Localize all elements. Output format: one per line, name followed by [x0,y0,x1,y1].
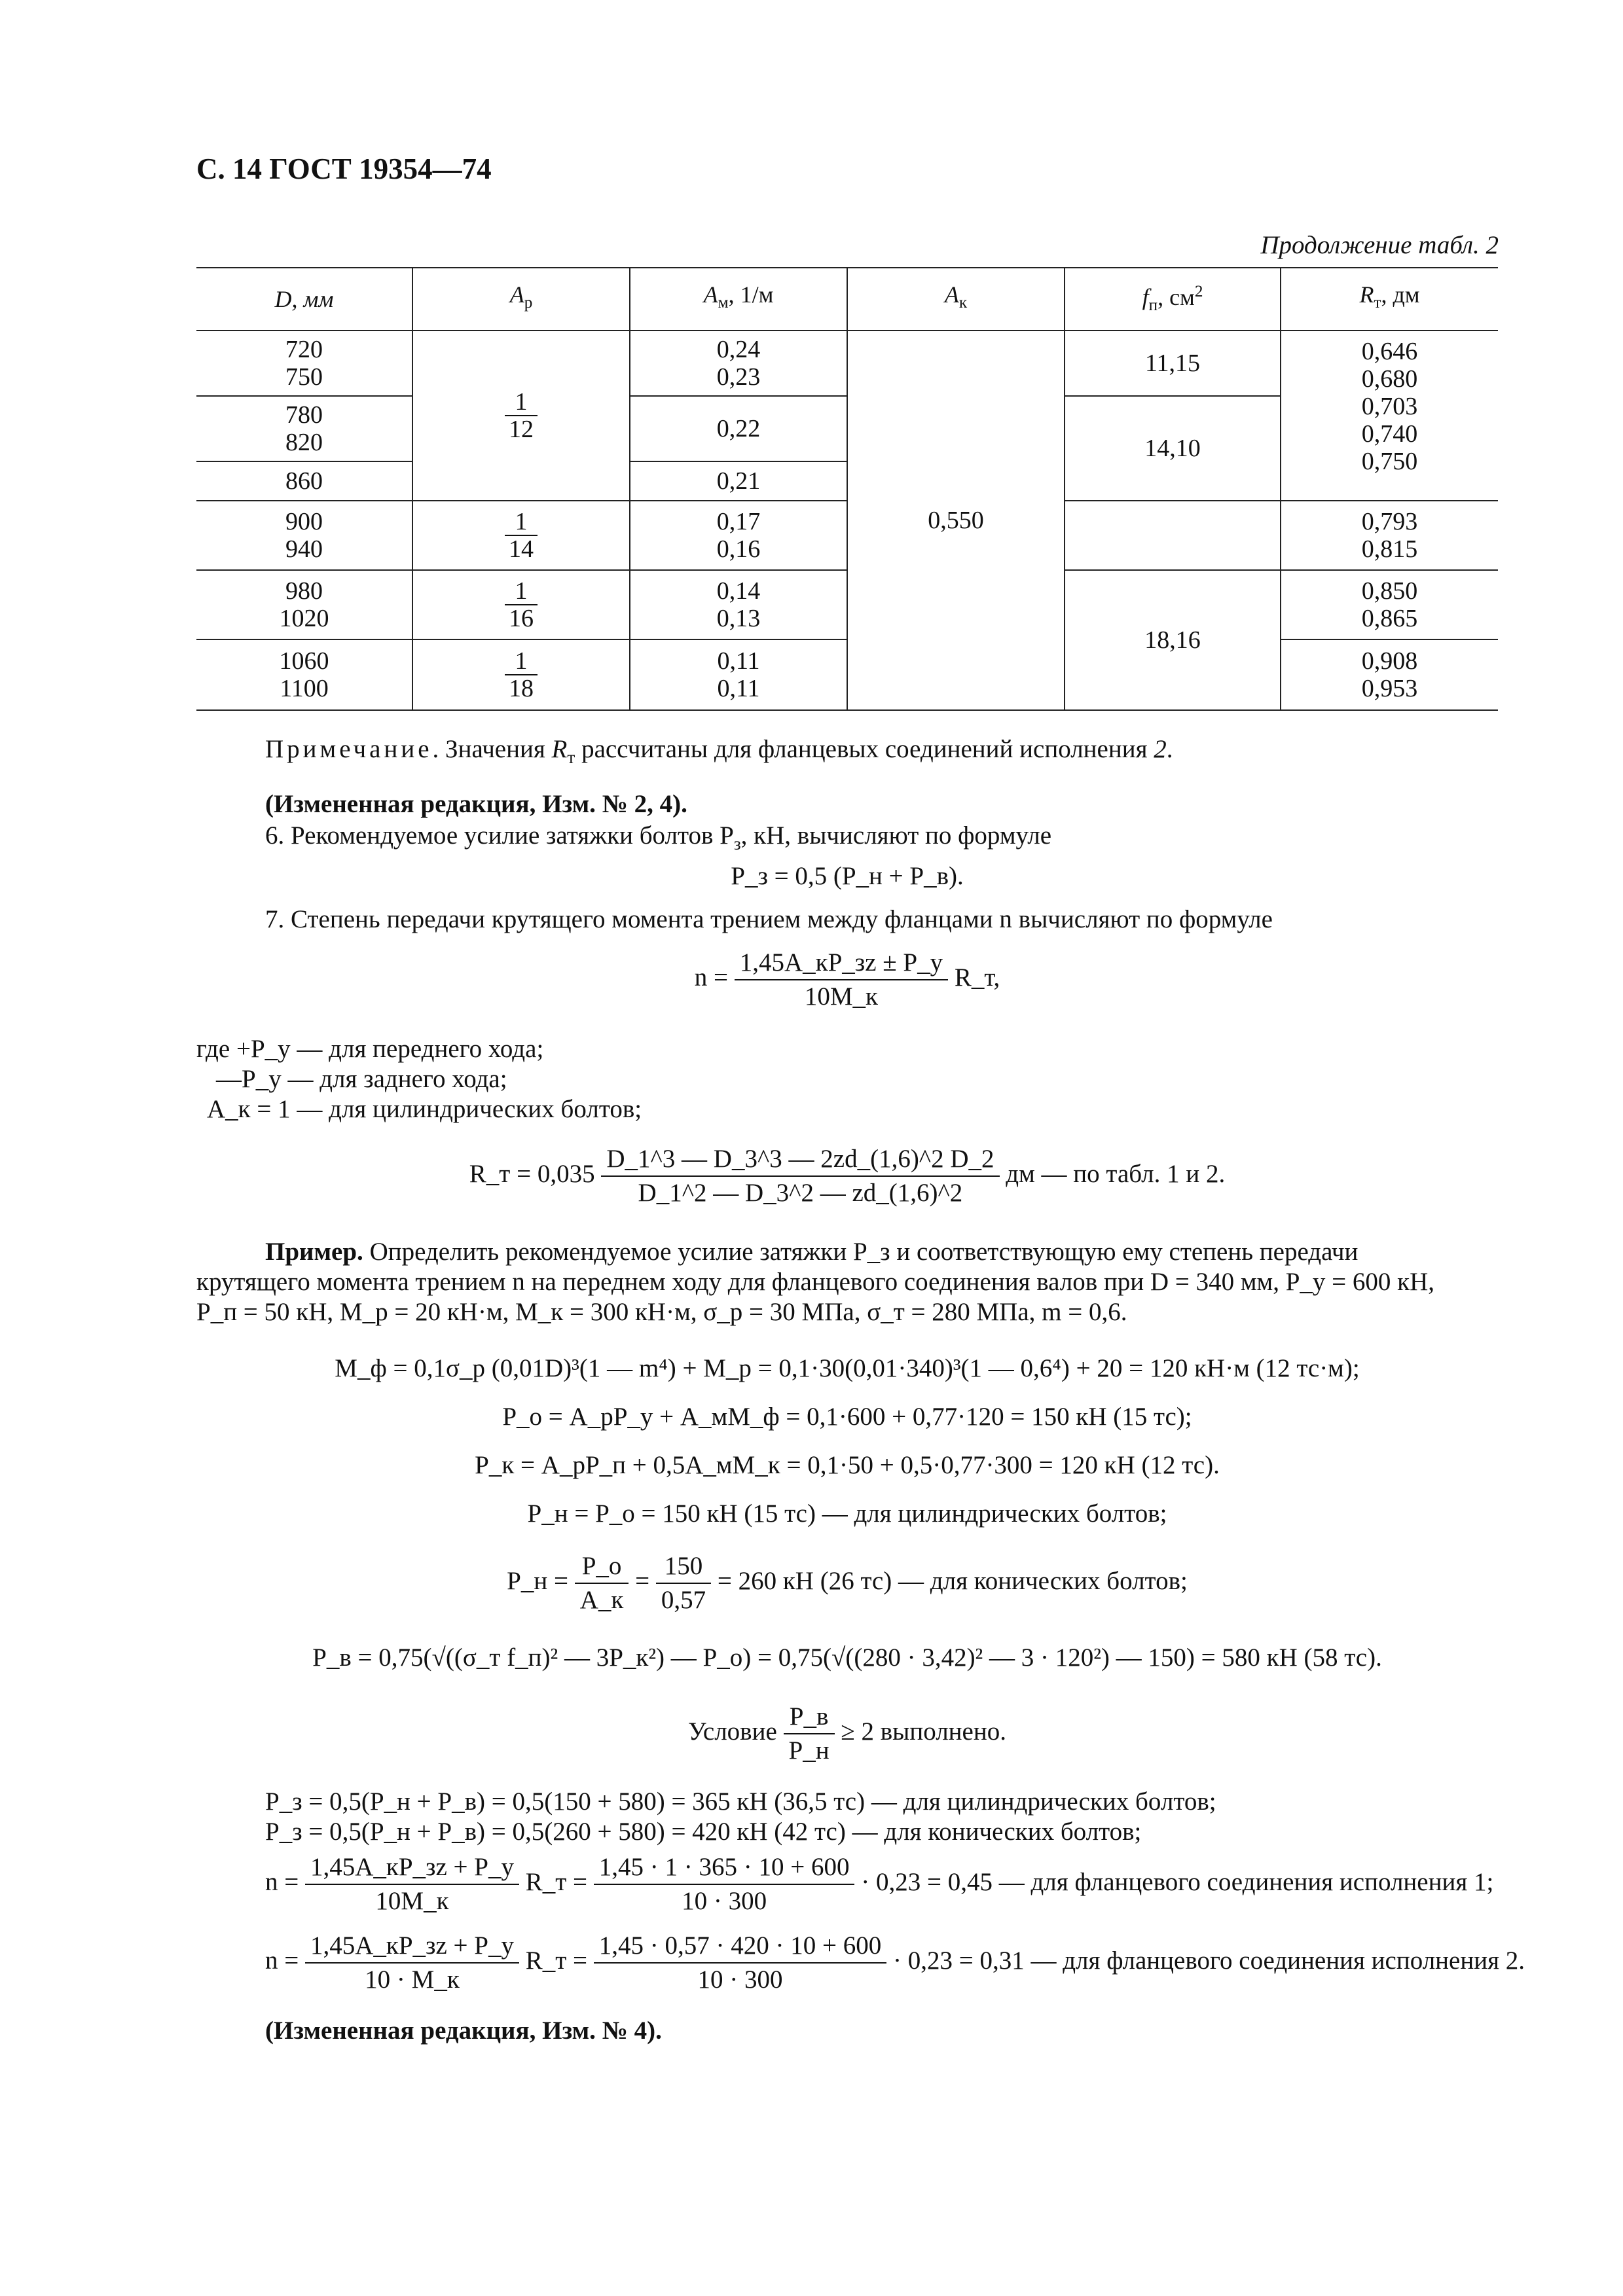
rt-cell: 0,793 0,815 [1281,501,1498,570]
d-cell: 900 940 [196,501,412,570]
formula-pz: P_з = 0,5 (P_н + P_в). [731,862,964,890]
rt-cell: 0,908 0,953 [1281,639,1498,710]
n1-fraction-2: $\frac{1,45 \cdot 1 \cdot 365 \cdot 10 + 600}{10 \cdot 300}$ [594,1852,855,1916]
am-cell: 0,22 [630,396,847,461]
d-cell: 860 [196,461,412,501]
pn-fraction-1: P_о A_к [575,1551,629,1615]
calc-n-2: n = 1,45A_кP_зz + P_у 10 · M_к R_т = $\frac{1,45 \cdot 0,57 \cdot 420 \cdot 10 + 600}{10 \cdot 300}$ · 0,23 = 0,31 — для фланцевого соединения исполнения 2. [265,1931,1525,1994]
ap-cell [412,570,630,639]
table-note: Примечание. Значения $R_т$ рассчитаны для фланцевых соединений исполнения 2. [265,735,1173,767]
header-ak: $A_к$ [847,268,1065,331]
d-cell: 1060 1100 [196,639,412,710]
calc-pv: P_в = 0,75(√((σ_т f_п)² — 3P_к²) — P_о) = 0,75(√((280 · 3,42)² — 3 · 120²) — 150) = 580 кН (58 тс). [312,1643,1382,1672]
ap-fraction: $\frac{1}{12}$ [505,389,538,442]
header-rt: $R_т$, дм [1281,268,1498,331]
ap-cell [412,331,630,501]
table-header-row [196,268,1498,331]
item-7: 7. Степень передачи крутящего момента трением между фланцами n вычисляют по формуле [265,905,1273,933]
calc-pn-cylindrical: P_н = P_о = 150 кН (15 тс) — для цилиндрических болтов; [527,1499,1167,1528]
page-header: С. 14 ГОСТ 19354—74 [196,152,492,185]
d-cell: 720 750 [196,331,412,396]
fp-cell: 11,15 [1065,331,1281,396]
flange-parameters-table [196,267,1498,711]
edit-note-1: (Измененная редакция, Изм. № 2, 4). [265,790,687,818]
condition-fraction: P_в P_н [784,1702,835,1766]
n2-fraction-1: 1,45A_кP_зz + P_у 10 · M_к [305,1931,519,1995]
d-cell: 980 1020 [196,570,412,639]
ap-fraction: $\frac{1}{14}$ [505,509,538,562]
item-6: 6. Рекомендуемое усилие затяжки болтов $P_з$, кН, вычисляют по формуле [265,821,1052,853]
formula-n-fraction: 1,45A_кP_зz ± P_у 10M_к [735,948,948,1012]
am-cell: 0,21 [630,461,847,501]
ap-cell [412,639,630,710]
condition: Условие P_в P_н ≥ 2 выполнено. [687,1702,1006,1765]
formula-rt-fraction: $\frac{D\_1\^{}3 — D\_3\^{}3 — 2zd\_(1,6)\^{}2 D\_2}{D\_1\^{}2 — D\_3\^{}2 — zd\_(1,6)\^{}2}$ [601,1144,999,1208]
where-line-3: A_к = 1 — для цилиндрических болтов; [207,1095,642,1123]
am-cell: 0,11 0,11 [630,639,847,710]
example-paragraph: Пример. Определить рекомендуемое усилие затяжки P_з и соответствующую ему степень передачи крутящего момента трением n на переднем ходу для фланцевого соединения валов при D = 340 мм, P_у = 600 кН, P_п = 50 кН, M_р = 20 кН·м, M_к = 300 кН·м, σ_р = 30 МПа, σ_т = 280 МПа, m = 0,6. [196,1238,1434,1326]
calc-mf: M_ф = 0,1σ_р (0,01D)³(1 — m⁴) + M_р = 0,1·30(0,01·340)³(1 — 0,6⁴) + 20 = 120 кН·м (12 тс·м); [335,1354,1360,1382]
table-continuation-label: Продолжение табл. 2 [1260,231,1499,259]
table-row [196,331,1498,396]
header-d: D, мм [196,268,412,331]
where-line-2: —P_у — для заднего хода; [216,1065,507,1093]
n1-fraction-1: 1,45A_кP_зz + P_у 10M_к [305,1852,519,1916]
ap-cell [412,501,630,570]
edit-note-2: (Измененная редакция, Изм. № 4). [265,2017,662,2045]
ap-fraction: $\frac{1}{18}$ [505,648,538,702]
calc-po: P_о = A_рP_у + A_мM_ф = 0,1·600 + 0,77·120 = 150 кН (15 тс); [502,1403,1192,1431]
header-fp: $f_п$, $см^2$ [1065,268,1281,331]
formula-n: n = 1,45A_кP_зz ± P_у 10M_к R_т, [694,948,1000,1011]
fp-cell [1065,501,1281,570]
fp-cell: 18,16 [1065,570,1281,710]
rt-cell: 0,646 0,680 0,703 0,740 0,750 [1281,331,1498,501]
am-cell: 0,24 0,23 [630,331,847,396]
pn-fraction-2: $\frac{150}{0,57}$ [656,1551,711,1615]
calc-pz-conical: P_з = 0,5(P_н + P_в) = 0,5(260 + 580) = 420 кН (42 тс) — для конических болтов; [265,1818,1142,1846]
header-ap: $A_р$ [412,268,630,331]
ak-cell: 0,550 [847,331,1065,710]
n2-fraction-2: $\frac{1,45 \cdot 0,57 \cdot 420 \cdot 10 + 600}{10 \cdot 300}$ [594,1931,886,1995]
ap-fraction: $\frac{1}{16}$ [505,578,538,632]
calc-pn-conical: P_н = P_о A_к = $\frac{150}{0,57}$ = 260 кН (26 тс) — для конических болтов; [507,1552,1188,1614]
d-cell: 780 820 [196,396,412,461]
am-cell: 0,14 0,13 [630,570,847,639]
fp-cell: 14,10 [1065,396,1281,501]
header-am: $A_м$, 1/м [630,268,847,331]
calc-pz-cylindrical: P_з = 0,5(P_н + P_в) = 0,5(150 + 580) = 365 кН (36,5 тс) — для цилиндрических болтов; [265,1787,1216,1816]
rt-cell: 0,850 0,865 [1281,570,1498,639]
calc-pk: P_к = A_рP_п + 0,5A_мM_к = 0,1·50 + 0,5·0,77·300 = 120 кН (12 тс). [475,1451,1220,1479]
am-cell: 0,17 0,16 [630,501,847,570]
formula-rt: R_т = 0,035 $\frac{D\_1\^{}3 — D\_3\^{}3 — 2zd\_(1,6)\^{}2 D\_2}{D\_1\^{}2 — D\_3\^{}2 — zd\_(1,6)\^{}2}$ дм — по табл. 1 и 2. [469,1145,1226,1207]
calc-n-1: n = 1,45A_кP_зz + P_у 10M_к R_т = $\frac{1,45 \cdot 1 \cdot 365 \cdot 10 + 600}{10 \cdot 300}$ · 0,23 = 0,45 — для фланцевого соединения исполнения 1; [265,1853,1494,1915]
where-line-1: где +P_у — для переднего хода; [196,1035,544,1063]
